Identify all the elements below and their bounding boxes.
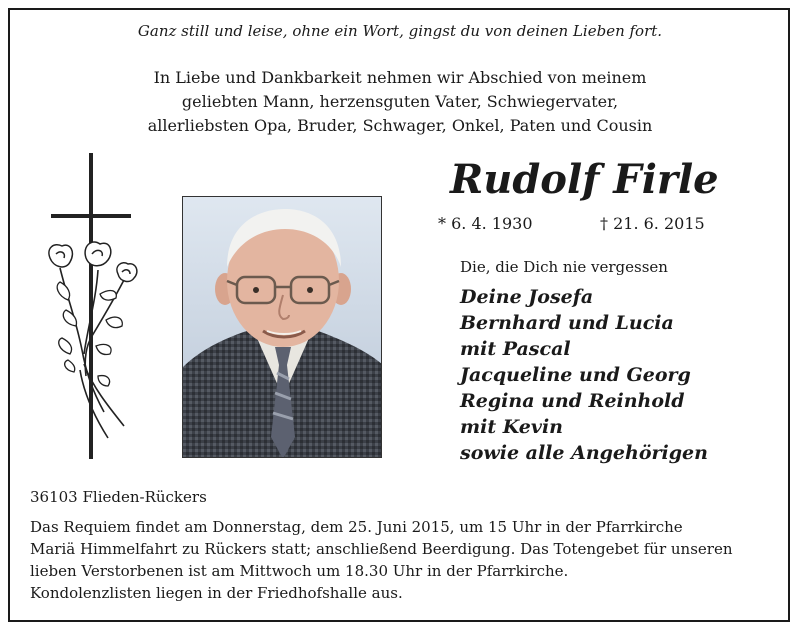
info-line: Kondolenzlisten liegen in der Friedhofshalle aus. <box>30 584 403 602</box>
death-date: † 21. 6. 2015 <box>600 214 705 233</box>
mourner-entry: Deine Josefa <box>460 286 594 308</box>
mourner-entry: Bernhard und Lucia <box>460 312 674 334</box>
mourner-entry: Regina und Reinhold <box>460 390 685 412</box>
intro-line: geliebten Mann, herzensguten Vater, Schwiegervater, <box>181 92 619 111</box>
mourner-entry: mit Kevin <box>460 416 563 438</box>
intro-line: In Liebe und Dankbarkeit nehmen wir Abschied von meinem <box>153 68 647 87</box>
intro-line: allerliebsten Opa, Bruder, Schwager, Onkel, Paten und Cousin <box>147 116 653 135</box>
mourner-entry: sowie alle Angehörigen <box>460 442 708 464</box>
mourner-entry: Jacqueline und Georg <box>460 364 691 386</box>
never-forget-text: Die, die Dich nie vergessen <box>460 258 668 276</box>
cross-with-roses-icon <box>40 150 150 466</box>
portrait-photo <box>182 196 382 458</box>
mourner-entry: mit Pascal <box>460 338 571 360</box>
place: 36103 Flieden-Rückers <box>30 488 207 506</box>
birth-date: * 6. 4. 1930 <box>438 214 533 233</box>
info-line: Mariä Himmelfahrt zu Rückers statt; anschließend Beerdigung. Das Totengebet für unseren <box>30 540 733 558</box>
deceased-name: Rudolf Firle <box>450 156 719 203</box>
info-line: lieben Verstorbenen ist am Mittwoch um 18.30 Uhr in der Pfarrkirche. <box>30 562 569 580</box>
info-line: Das Requiem findet am Donnerstag, dem 25. Juni 2015, um 15 Uhr in der Pfarrkirche <box>30 518 683 536</box>
intro-text <box>0 66 800 138</box>
motto: Ganz still und leise, ohne ein Wort, gingst du von deinen Lieben fort. <box>137 22 663 40</box>
service-info <box>30 516 772 604</box>
mourners-list <box>460 284 708 466</box>
